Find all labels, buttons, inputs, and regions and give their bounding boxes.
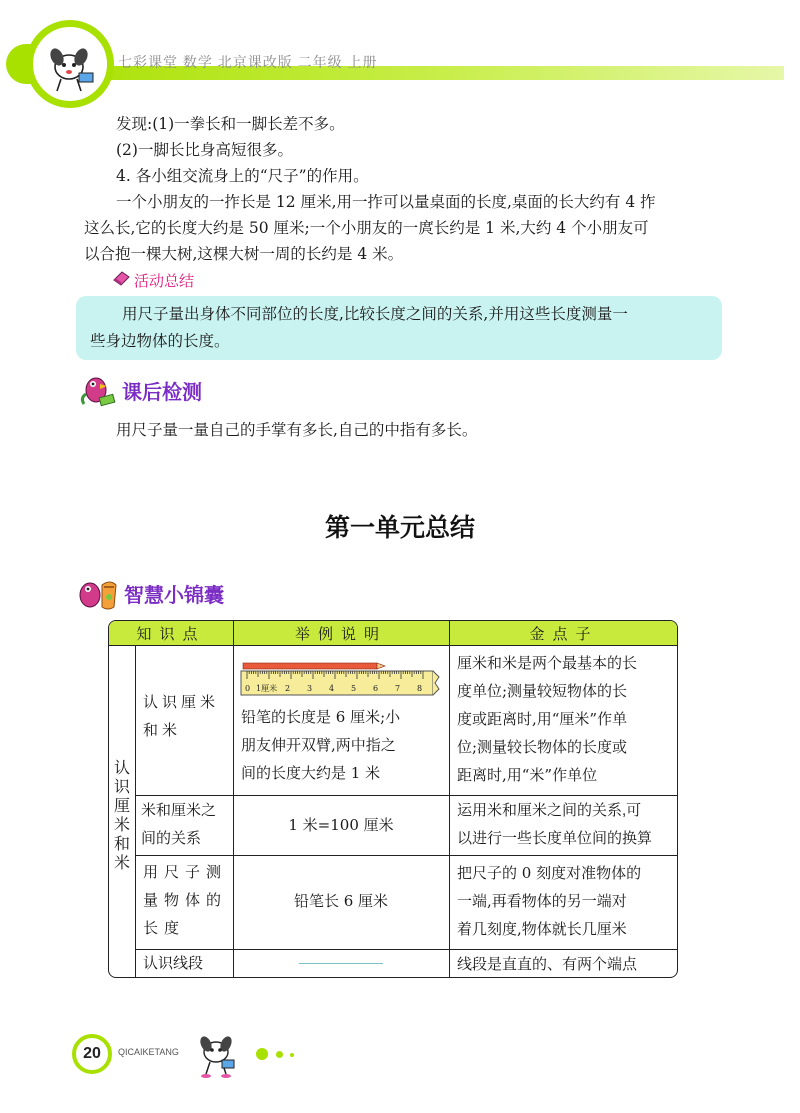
mascot-footer-icon	[192, 1030, 240, 1084]
ruler-label: 6	[373, 684, 379, 693]
activity-summary-label: 活动总结	[134, 273, 195, 290]
page-number: 20	[72, 1034, 112, 1074]
unit-summary-title: 第一单元总结	[324, 514, 475, 542]
ruler-illustration	[239, 653, 445, 705]
mascot-parrot-icon	[78, 370, 118, 412]
ruler-label: 2	[285, 684, 291, 693]
body-line: 一个小朋友的一拃长是 12 厘米,用一拃可以量桌面的长度,桌面的长大约有 4 拃	[116, 193, 656, 211]
row4-tip: 线段是直直的、有两个端点	[457, 955, 638, 973]
ruler-label: 4	[329, 684, 335, 693]
footer-dot	[290, 1053, 294, 1057]
body-line: 以合抱一棵大树,这棵大树一周的长约是 4 米。	[84, 245, 404, 263]
row-divider	[135, 855, 678, 856]
row3-tip: 把尺子的 0 刻度对准物体的 一端,再看物体的另一端对 着几刻度,物体就长几厘米	[457, 864, 642, 938]
footer-dot	[276, 1051, 283, 1058]
row2-example: 1 米=100 厘米	[288, 816, 394, 834]
eraser-icon	[112, 270, 130, 290]
mascot-icon	[33, 27, 107, 101]
ruler-label: 0	[245, 684, 251, 693]
row3-example: 铅笔长 6 厘米	[293, 892, 389, 910]
activity-summary-box	[76, 296, 722, 360]
after-class-text: 用尺子量一量自己的手掌有多长,自己的中指有多长。	[116, 421, 478, 439]
line-segment-example	[299, 963, 383, 964]
body-line: (2)一脚长比身高短很多。	[116, 141, 293, 159]
col-divider	[135, 645, 136, 978]
row-divider	[135, 795, 678, 796]
mascot-badge	[26, 20, 114, 108]
col-divider	[449, 621, 450, 978]
body-line: 这么长,它的长度大约是 50 厘米;一个小朋友的一庹长约是 1 米,大约 4 个小朋友可	[84, 219, 649, 237]
summary-line: 些身边物体的长度。	[90, 332, 230, 350]
summary-line: 用尺子量出身体不同部位的长度,比较长度之间的关系,并用这些长度测量一	[122, 305, 628, 323]
wisdom-title: 智慧小锦囊	[124, 585, 224, 607]
footer-dot	[256, 1048, 268, 1060]
mascot-pouch-icon	[76, 573, 120, 615]
ruler-label: 3	[307, 684, 313, 693]
table-header-topic: 知识点	[109, 621, 233, 646]
body-line: 发现:(1)一拳长和一脚长差不多。	[116, 115, 345, 133]
header-title: 七彩课堂 数学 北京课改版 二年级 上册	[118, 54, 378, 70]
ruler-label: 8	[417, 684, 423, 693]
row1-example: 铅笔的长度是 6 厘米;小 朋友伸开双臂,两中指之 间的长度大约是 1 米	[241, 708, 401, 782]
row3-topic: 用尺子测 量物体的 长度	[143, 864, 228, 937]
ruler-label: 1厘米	[256, 684, 278, 693]
ruler-label: 5	[351, 684, 357, 693]
after-class-title: 课后检测	[122, 382, 202, 404]
row2-tip: 运用米和厘米之间的关系,可 以进行一些长度单位间的换算	[457, 802, 653, 847]
summary-table	[108, 620, 678, 978]
row1-tip: 厘米和米是两个最基本的长 度单位;测量较短物体的长 度或距离时,用“厘米”作单 位;测量较长物体的长度或 距离时,用“米”作单位	[457, 654, 638, 784]
row2-topic: 米和厘米之 间的关系	[141, 802, 217, 847]
row1-topic: 认识厘米 和米	[143, 694, 220, 739]
table-header-example: 举例说明	[233, 621, 449, 646]
col-divider	[233, 621, 234, 978]
footer-brand: QICAIKETANG	[118, 1047, 179, 1057]
group-label: 认 识 厘 米 和 米	[113, 760, 130, 872]
row4-topic: 认识线段	[143, 955, 204, 972]
ruler-label: 7	[395, 684, 401, 693]
table-header-tip: 金点子	[449, 621, 678, 646]
body-line: 4. 各小组交流身上的“尺子”的作用。	[116, 167, 369, 185]
